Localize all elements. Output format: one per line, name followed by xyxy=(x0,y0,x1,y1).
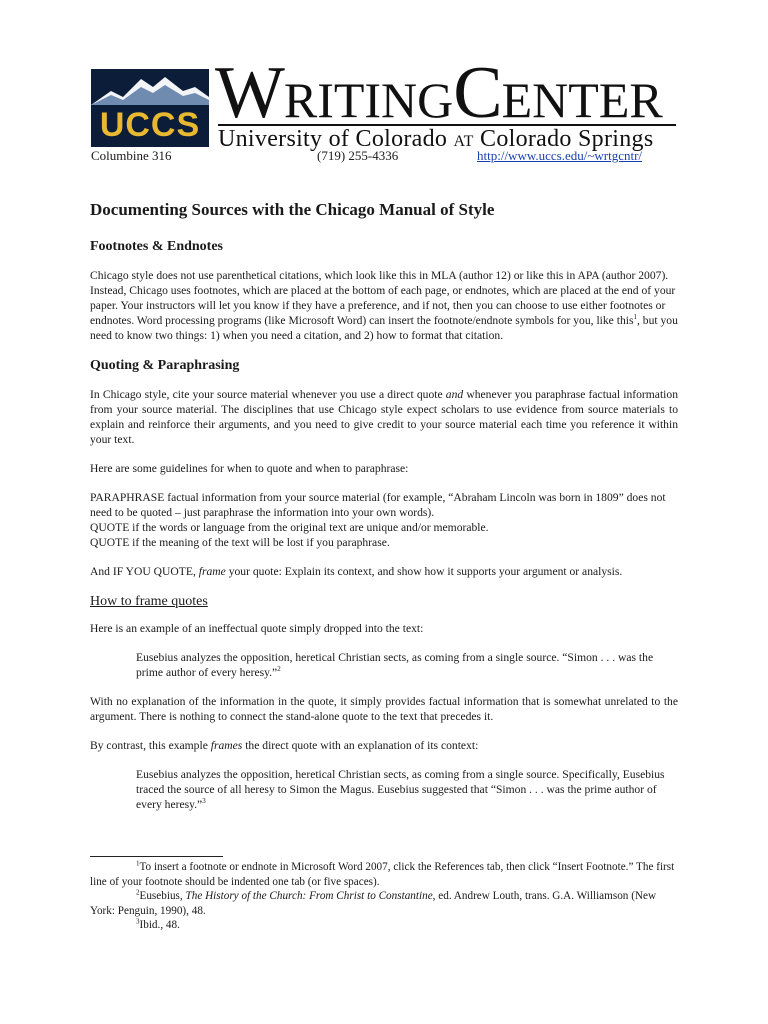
footnote-3: $^3$Ibid., 48. xyxy=(136,917,180,931)
footnote-1: $^1$To insert a footnote or endnote in Microsoft Word 2007, click the References tab, then click “Insert Footnote.” The first line of your footnote should be indented one tab (or five spaces). xyxy=(90,859,675,888)
room-number: Columbine 316 xyxy=(91,148,172,163)
paragraph-by-contrast: By contrast, this example frames the direct quote with an explanation of its context: xyxy=(90,739,479,752)
document-body xyxy=(90,200,678,826)
document-title: Documenting Sources with the Chicago Manual of Style xyxy=(90,200,495,219)
university-name: University of Colorado AT Colorado Springs xyxy=(218,124,676,155)
footnote-ref-3: 3 xyxy=(202,797,206,806)
paragraph-ineffectual-intro: Here is an example of an ineffectual quote simply dropped into the text: xyxy=(90,622,424,635)
heading-footnotes-endnotes: Footnotes & Endnotes xyxy=(90,239,224,254)
guideline-quote-unique: QUOTE if the words or language from the original text are unique and/or memorable. xyxy=(90,521,489,534)
uccs-logo xyxy=(91,69,209,147)
blockquote-ineffectual: Eusebius analyzes the opposition, heretical Christian sects, as coming from a single source. “Simon . . . was the prime author of every heresy.”$^2$ xyxy=(136,651,654,679)
footnote-separator xyxy=(90,856,223,857)
phone-number: (719) 255-4336 xyxy=(317,148,399,163)
paragraph-footnotes: Chicago style does not use parenthetical citations, which look like this in MLA (author 12) or like this in APA (author 2007). Instead, Chicago uses footnotes, which are placed at the bottom of each page, or endnotes, which are placed at the end of your paper. Your instructors will let you know if they have a preference, and if not, then you can choose to use either footnotes or endnotes. Word processing programs (like Microsoft Word) can insert the footnote/endnote symbols for you, like this$^1$, but you need to know two things: 1) when you need a citation, and 2) how to format that citation. xyxy=(90,269,678,342)
footnote-ref-1: 1 xyxy=(633,313,637,322)
website-link[interactable]: http://www.uccs.edu/~wrtgcntr/ xyxy=(477,148,643,163)
footnote-2: $^2$Eusebius, The History of the Church: From Christ to Constantine, ed. Andrew Louth, trans. G.A. Williamson (New York: Penguin, 1990), 48. xyxy=(90,888,657,917)
guideline-paraphrase: PARAPHRASE factual information from your source material (for example, “Abraham Lincoln was born in 1809” does not need to be quoted – just paraphrase the information into your own words). xyxy=(90,491,666,519)
footnotes-section xyxy=(90,856,678,933)
heading-how-to-frame: How to frame quotes xyxy=(90,594,208,609)
paragraph-no-explanation: With no explanation of the information in the quote, it simply provides factual information that is somewhat unrelated to the argument. There is nothing to connect the stand-alone quote to the text that precedes it. xyxy=(90,695,678,723)
blockquote-framed: Eusebius analyzes the opposition, heretical Christian sects, as coming from a single source. Specifically, Eusebius traced the source of all heresy to Simon the Magus. Eusebius suggested that “Simon . . . was the prime author of every heresy.”$^3$ xyxy=(136,768,665,811)
heading-quoting-paraphrasing: Quoting & Paraphrasing xyxy=(90,358,240,373)
paragraph-frame-quote: And IF YOU QUOTE, frame your quote: Explain its context, and show how it supports your argument or analysis. xyxy=(90,565,623,578)
guideline-quote-meaning: QUOTE if the meaning of the text will be lost if you paraphrase. xyxy=(90,536,390,549)
footnote-ref-2: 2 xyxy=(277,665,281,674)
logo-text: UCCS xyxy=(99,106,201,144)
writing-center-wordmark: WRITINGCENTER xyxy=(215,52,663,134)
paragraph-guidelines-intro: Here are some guidelines for when to quote and when to paraphrase: xyxy=(90,462,409,475)
paragraph-cite-source: In Chicago style, cite your source material whenever you use a direct quote and whenever you paraphrase factual information from your source material. The disciplines that use Chicago style expect scholars to use evidence from source materials to explain and reinforce their arguments, and you need to give credit to your source material each time you reference it within your text. xyxy=(90,388,678,446)
